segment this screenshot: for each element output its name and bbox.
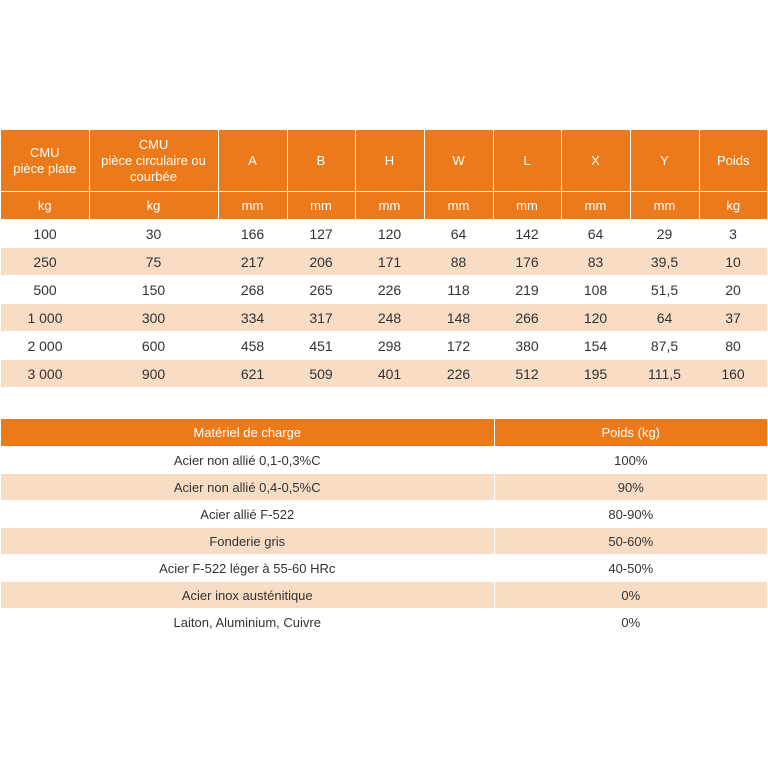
table-row	[1, 304, 767, 332]
table-cell: 83	[561, 248, 630, 276]
col-header-l: L	[493, 130, 561, 192]
table-cell: 317	[287, 304, 355, 332]
table-cell: 298	[377, 337, 402, 354]
table-cell: 2 000	[27, 337, 63, 354]
table-cell: Acier F-522 léger à 55-60 HRc	[159, 560, 336, 576]
table-cell: Fonderie gris	[1, 528, 494, 555]
table-row	[1, 555, 767, 582]
table-cell: 120	[561, 304, 630, 332]
col-header-cmu-round	[89, 130, 218, 192]
table-cell: 509	[287, 360, 355, 388]
table-cell: 300	[89, 304, 218, 332]
table-row	[1, 248, 767, 276]
table-row	[1, 360, 767, 388]
header-line: courbée	[130, 168, 177, 184]
table-cell: 334	[218, 304, 287, 332]
table-cell: 37	[699, 304, 767, 332]
col-header-h: H	[355, 130, 424, 192]
table-cell: 268	[240, 281, 265, 298]
header-row	[1, 130, 767, 192]
table-cell: 10	[699, 248, 767, 276]
table-cell: 39,5	[630, 248, 699, 276]
col-header-w: W	[424, 130, 493, 192]
table-cell: 51,5	[650, 281, 679, 298]
unit-cell: mm	[424, 192, 493, 220]
table-cell: 217	[218, 248, 287, 276]
table-row	[1, 528, 767, 555]
header-line: CMU	[138, 136, 169, 152]
table-cell: 75	[89, 248, 218, 276]
table-cell: 206	[287, 248, 355, 276]
header-row	[1, 419, 767, 447]
col-header-b: B	[287, 130, 355, 192]
table-cell: 248	[355, 304, 424, 332]
table-cell: 0%	[494, 582, 767, 609]
table-cell: 64	[450, 225, 467, 242]
header-line: CMU	[29, 144, 60, 160]
table-row	[1, 474, 767, 501]
unit-cell: mm	[355, 192, 424, 220]
table-cell: Acier allié F-522	[200, 506, 295, 522]
unit-cell: kg	[1, 192, 89, 220]
unit-cell: mm	[630, 192, 699, 220]
table-row	[1, 447, 767, 474]
table-cell: 600	[141, 337, 166, 354]
col-header-poids: Poids	[699, 130, 767, 192]
table-cell: 266	[493, 304, 561, 332]
table-cell: 127	[309, 225, 333, 242]
table-cell: Acier non allié 0,1-0,3%C	[173, 452, 321, 468]
table-cell: 80	[725, 337, 741, 354]
table-row	[1, 276, 767, 304]
dimensions-table	[1, 130, 767, 387]
table-cell: 154	[583, 337, 608, 354]
table-cell: 172	[446, 337, 471, 354]
table-cell: 512	[493, 360, 561, 388]
table-cell: Acier inox austénitique	[1, 582, 494, 609]
table-cell: 166	[240, 225, 265, 242]
table-cell: 100%	[494, 447, 767, 474]
table-cell: 226	[377, 281, 402, 298]
table-cell: 1 000	[1, 304, 89, 332]
table-cell: 118	[447, 281, 470, 298]
col-header-a: A	[218, 130, 287, 192]
unit-cell: kg	[699, 192, 767, 220]
table-cell: 226	[424, 360, 493, 388]
table-cell: 64	[630, 304, 699, 332]
dimensions-table-body	[1, 220, 767, 388]
unit-cell: mm	[287, 192, 355, 220]
table-cell: 0%	[494, 609, 767, 636]
table-cell: 3 000	[1, 360, 89, 388]
table-cell: 20	[725, 281, 741, 298]
unit-cell: mm	[218, 192, 287, 220]
table-cell: 900	[89, 360, 218, 388]
table-row	[1, 501, 767, 528]
table-cell: 621	[218, 360, 287, 388]
table-row	[1, 220, 767, 248]
table-cell: 148	[424, 304, 493, 332]
table-cell: 150	[141, 281, 166, 298]
table-cell: 265	[309, 281, 333, 298]
col-header-weight: Poids (kg)	[494, 419, 767, 447]
col-header-x: X	[561, 130, 630, 192]
table-cell: 458	[240, 337, 265, 354]
table-row	[1, 332, 767, 360]
table-cell: 50-60%	[494, 528, 767, 555]
col-header-cmu-flat	[1, 130, 89, 192]
table-cell: 40-50%	[494, 555, 767, 582]
table-cell: 80-90%	[494, 501, 767, 528]
table-cell: 401	[355, 360, 424, 388]
table-cell: 111,5	[630, 360, 699, 388]
table-cell: 219	[515, 281, 539, 298]
material-table	[1, 419, 767, 635]
table-cell: 171	[355, 248, 424, 276]
table-cell: 120	[377, 225, 402, 242]
table-cell: 500	[33, 281, 57, 298]
table-cell: 380	[515, 337, 539, 354]
unit-cell: mm	[493, 192, 561, 220]
table-cell: 87,5	[650, 337, 679, 354]
table-cell: 100	[33, 225, 57, 242]
table-cell: 3	[729, 225, 737, 242]
table-cell: 451	[309, 337, 333, 354]
table-cell: Acier non allié 0,4-0,5%C	[1, 474, 494, 501]
table-cell: 176	[493, 248, 561, 276]
header-line: pièce plate	[13, 160, 77, 176]
col-header-material: Matériel de charge	[1, 419, 494, 447]
unit-cell: kg	[89, 192, 218, 220]
table-cell: 142	[515, 225, 539, 242]
table-cell: 108	[583, 281, 608, 298]
col-header-y: Y	[630, 130, 699, 192]
table-cell: 160	[699, 360, 767, 388]
material-table-body	[1, 447, 767, 636]
table-cell: 88	[424, 248, 493, 276]
table-cell: Laiton, Aluminium, Cuivre	[173, 614, 321, 630]
table-row	[1, 609, 767, 636]
table-cell: 29	[656, 225, 673, 242]
table-cell: 195	[561, 360, 630, 388]
unit-cell: mm	[561, 192, 630, 220]
table-cell: 90%	[494, 474, 767, 501]
table-row	[1, 582, 767, 609]
table-cell: 30	[145, 225, 162, 242]
table-cell: 250	[1, 248, 89, 276]
header-line: pièce circulaire ou	[101, 152, 206, 168]
table-cell: 64	[587, 225, 604, 242]
units-row	[1, 192, 767, 220]
